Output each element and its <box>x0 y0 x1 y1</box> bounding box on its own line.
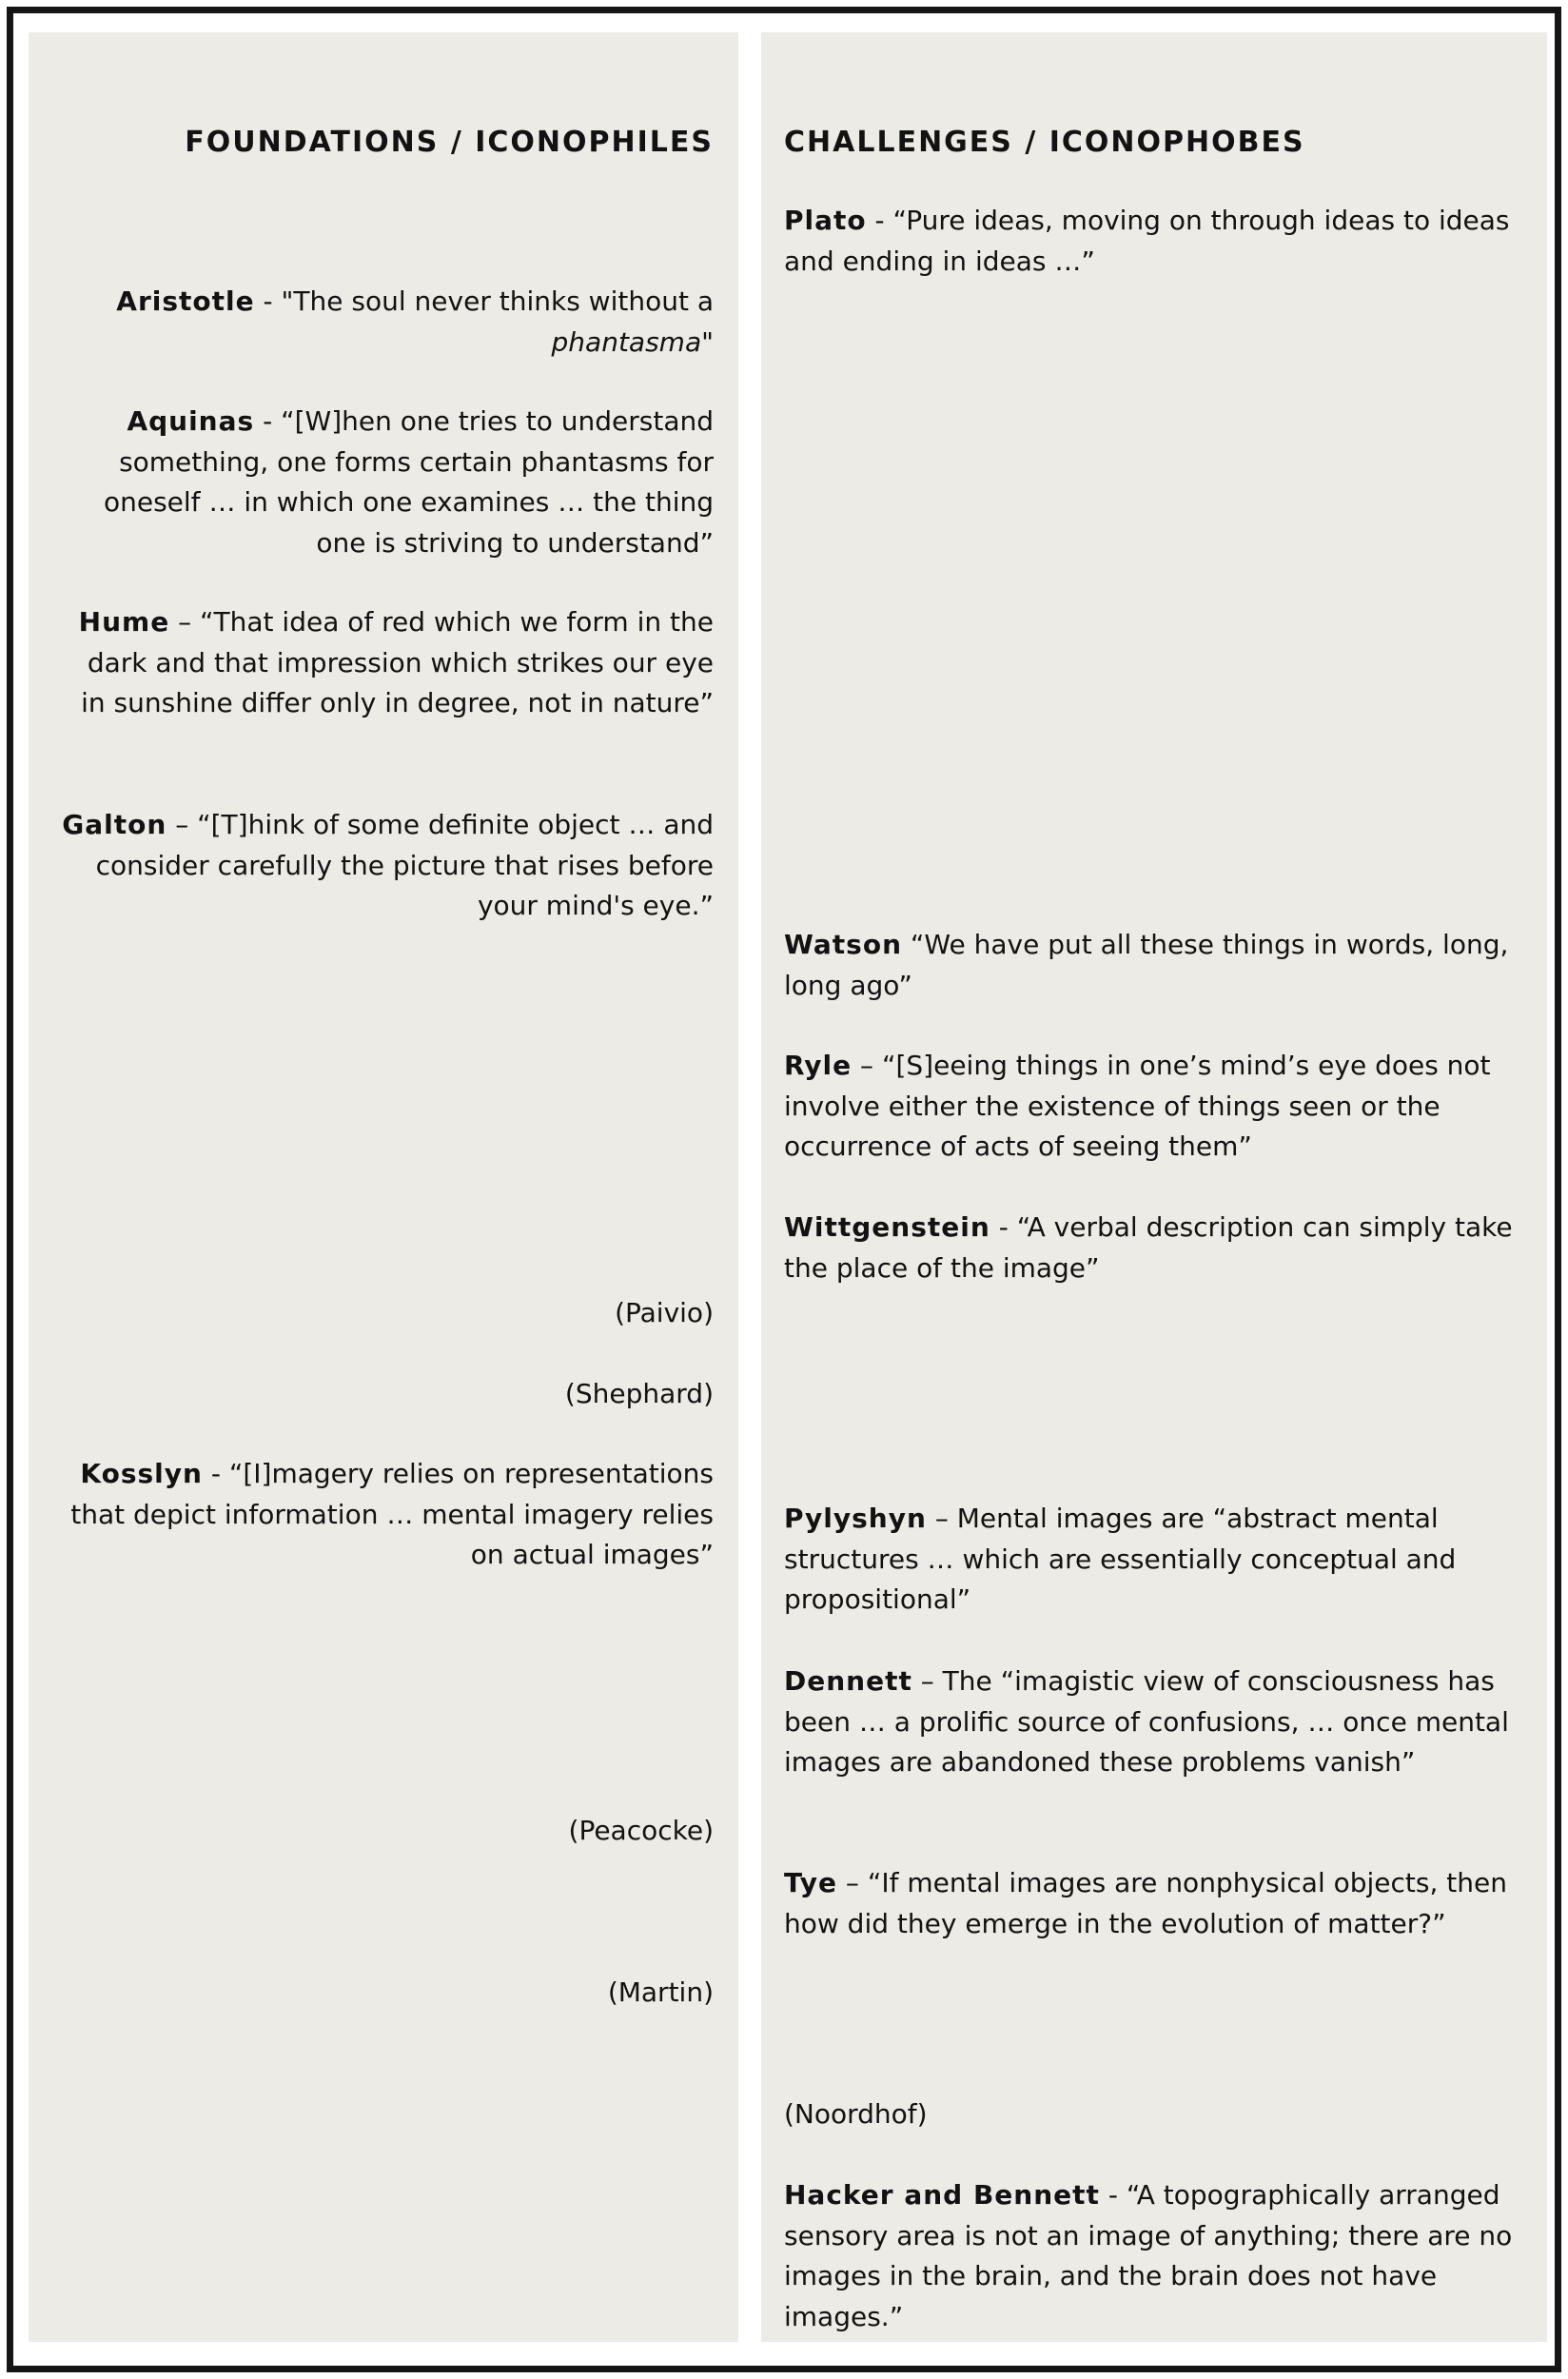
quote-text: "The soul never thinks without a <box>281 285 714 317</box>
entry-tye <box>784 1863 1526 1944</box>
quote-tail: " <box>701 325 714 358</box>
quote-text: “[W]hen one tries to understand something, one forms certain phantasms for oneself … in which one examines … the thing one is striving to understand” <box>103 405 714 559</box>
author-name: Galton <box>62 809 167 840</box>
entry-dennett <box>784 1661 1526 1783</box>
entry-wittgenstein <box>784 1208 1526 1288</box>
author-name: Aquinas <box>127 405 255 437</box>
entry-aristotle <box>57 282 714 363</box>
entry-paivio <box>57 1293 714 1334</box>
author-name: Watson <box>784 929 903 960</box>
entry-galton <box>57 805 714 927</box>
quote-text: “[T]hink of some definite object … and consider carefully the picture that rises before your mind's eye.” <box>95 809 714 921</box>
quote-text: “That idea of red which we form in the dark and that impression which strikes our eye in sunshine differ only in degree, not in nature” <box>81 606 714 718</box>
author-name: Hume <box>78 606 170 638</box>
author-reference: (Shephard) <box>564 1378 714 1409</box>
separator: - <box>990 1211 1017 1243</box>
author-name: Wittgenstein <box>784 1211 990 1243</box>
separator: – <box>169 606 201 638</box>
entry-martin <box>57 1973 714 2014</box>
entry-hacker-and-bennett <box>784 2175 1526 2337</box>
author-name: Dennett <box>784 1665 912 1697</box>
author-reference: (Paivio) <box>615 1297 714 1328</box>
entry-aquinas <box>57 402 714 563</box>
entry-noordhof <box>784 2094 1526 2135</box>
author-name: Ryle <box>784 1050 853 1081</box>
author-name: Pylyshyn <box>784 1503 927 1534</box>
page-frame <box>7 7 1561 2372</box>
author-name: Aristotle <box>116 285 255 317</box>
separator: - <box>202 1458 229 1489</box>
quote-text: “We have put all these things in words, long, long ago” <box>784 929 1509 1001</box>
author-name: Hacker and Bennett <box>784 2179 1100 2211</box>
quote-text: “A topographically arranged sensory area is not an image of anything; there are no images in the brain, and the brain does not have images.” <box>784 2179 1513 2332</box>
separator: – <box>852 1050 882 1081</box>
entry-watson <box>784 925 1526 1006</box>
author-name: Tye <box>784 1867 838 1898</box>
quote-text: “A verbal description can simply take the place of the image” <box>784 1211 1513 1284</box>
entry-hume <box>57 602 714 724</box>
column-foundations <box>29 32 738 2342</box>
separator: - <box>254 285 282 317</box>
separator: - <box>1099 2179 1127 2211</box>
entry-shephard <box>57 1374 714 1415</box>
quote-text: “[I]magery relies on representations that depict information … mental imagery relies on actual images” <box>70 1458 714 1570</box>
quote-text: “If mental images are nonphysical objects, then how did they emerge in the evolution of matter?” <box>784 1867 1507 1939</box>
author-reference: (Martin) <box>607 1976 714 2008</box>
separator: – <box>926 1503 957 1534</box>
quote-text: The “imagistic view of consciousness has been … a prolific source of confusions, … once mental images are abandoned these problems vanish” <box>784 1665 1509 1778</box>
author-reference: (Peacocke) <box>568 1815 714 1846</box>
entry-ryle <box>784 1046 1526 1168</box>
quote-text: Mental images are “abstract mental structures … which are essentially conceptual and propositional” <box>784 1503 1457 1615</box>
separator: - <box>866 205 893 236</box>
entry-peacocke <box>57 1811 714 1852</box>
column-challenges <box>761 32 1547 2342</box>
quote-text: “Pure ideas, moving on through ideas to ideas and ending in ideas …” <box>784 205 1510 277</box>
author-name: Plato <box>784 205 867 236</box>
entry-pylyshyn <box>784 1499 1526 1621</box>
author-reference: (Noordhof) <box>784 2098 928 2130</box>
author-name: Kosslyn <box>80 1458 203 1489</box>
column-heading-challenges: CHALLENGES / ICONOPHOBES <box>784 126 1305 159</box>
quote-text: “[S]eeing things in one’s mind’s eye does not involve either the existence of things seen or the occurrence of acts of seeing them” <box>784 1050 1491 1162</box>
quote-emphasis: phantasma <box>551 325 702 358</box>
separator <box>902 929 911 960</box>
separator: – <box>911 1665 943 1697</box>
separator: – <box>837 1867 868 1898</box>
separator: – <box>167 809 198 840</box>
column-heading-foundations: FOUNDATIONS / ICONOPHILES <box>185 126 714 159</box>
entry-plato <box>784 201 1526 282</box>
entry-kosslyn <box>57 1454 714 1576</box>
separator: - <box>254 405 282 437</box>
